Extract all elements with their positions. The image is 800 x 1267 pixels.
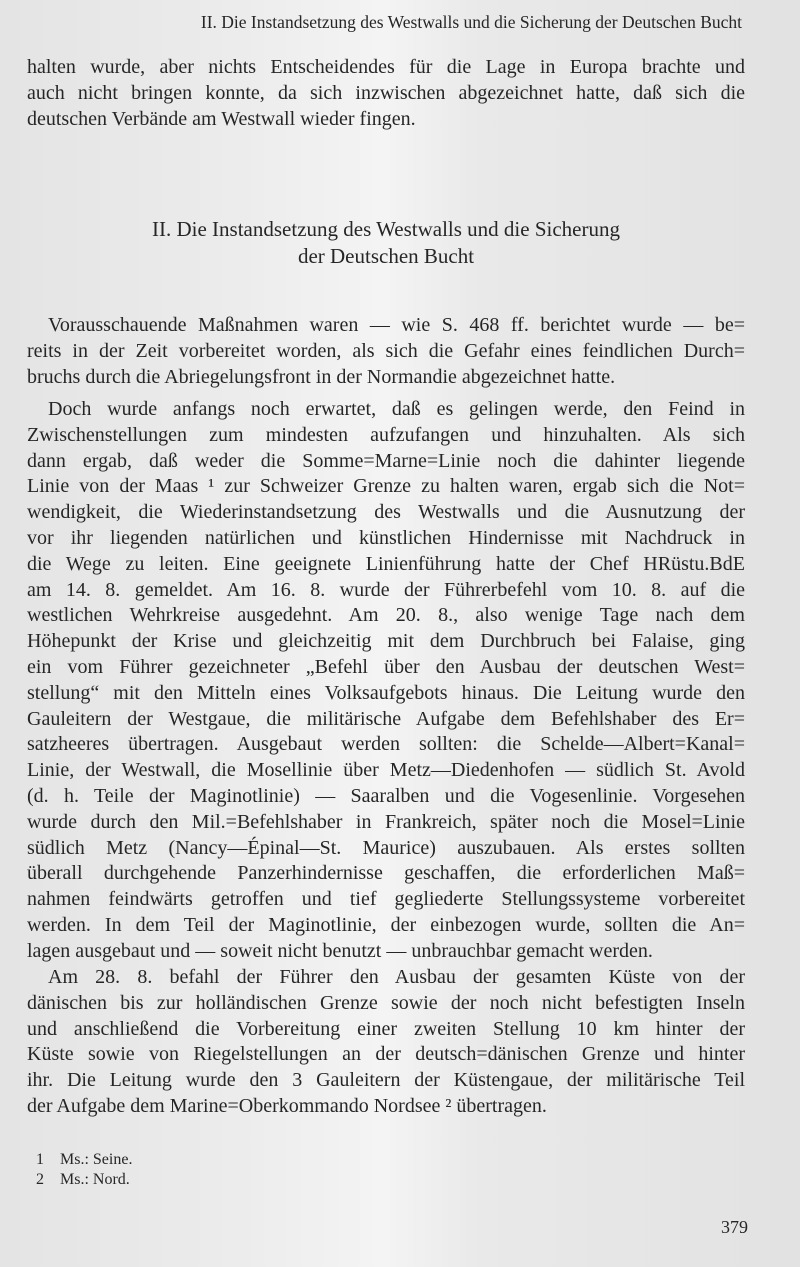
text-line: südlich Metz (Nancy—Épinal—St. Maurice) auszubauen. Als erstes sollten xyxy=(27,836,745,859)
text-line: und anschließend die Vorbereitung einer zweiten Stellung 10 km hinter der xyxy=(27,1017,745,1040)
text-line: am 14. 8. gemeldet. Am 16. 8. wurde der Führerbefehl vom 10. 8. auf die xyxy=(27,578,745,601)
footnote xyxy=(36,1170,132,1190)
text-line: Linie von der Maas ¹ zur Schweizer Grenze zu halten waren, ergab sich die Not= xyxy=(27,475,745,498)
footnote-text: Ms.: Seine. xyxy=(60,1151,133,1168)
text-line: Linie, der Westwall, die Mosellinie über Metz—Diedenhofen — südlich St. Avold xyxy=(27,759,745,782)
footnotes xyxy=(36,1150,132,1190)
text-line: (d. h. Teile der Maginotlinie) — Saaralben und die Vogesenlinie. Vorgesehen xyxy=(27,784,745,807)
text-line: stellung“ mit den Mitteln eines Volksaufgebots hinaus. Die Leitung wurde den xyxy=(27,681,745,704)
text-line: auch nicht bringen konnte, da sich inzwischen abgezeichnet hatte, daß sich die xyxy=(27,81,745,104)
text-line: überall durchgehende Panzerhindernisse geschaffen, die erforderlichen Maß= xyxy=(27,862,745,885)
text-line: Am 28. 8. befahl der Führer den Ausbau der gesamten Küste von der xyxy=(48,966,745,988)
heading-line: II. Die Instandsetzung des Westwalls und die Sicherung xyxy=(152,217,620,241)
text-line: Doch wurde anfangs noch erwartet, daß es gelingen werde, den Feind in xyxy=(48,398,745,420)
text-line: Vorausschauende Maßnahmen waren — wie S. 468 ff. berichtet wurde — be= xyxy=(48,314,745,336)
text-line: vor ihr liegenden natürlichen und künstlichen Hindernisse mit Nachdruck in xyxy=(27,526,745,549)
text-line: dann ergab, daß weder die Somme=Marne=Linie noch die dahinter liegende xyxy=(27,449,745,472)
text-line: lagen ausgebaut und — soweit nicht benutzt — unbrauchbar gemacht werden. xyxy=(27,939,653,962)
paragraph xyxy=(27,313,745,390)
footnote xyxy=(36,1150,132,1170)
text-line: dänischen bis zur holländischen Grenze sowie der noch nicht befestigten Inseln xyxy=(27,991,745,1014)
text-line: der Aufgabe dem Marine=Oberkommando Nordsee ² übertragen. xyxy=(27,1094,547,1117)
text-line: satzheeres übertragen. Ausgebaut werden sollten: die Schelde—Albert=Kanal= xyxy=(27,733,745,756)
paragraph-continued xyxy=(27,55,745,132)
text-line: Küste sowie von Riegelstellungen an der deutsch=dänischen Grenze und hinter xyxy=(27,1043,745,1066)
text-line: nahmen feindwärts getroffen und tief gegliederte Stellungssysteme vorbereitet xyxy=(27,888,745,911)
text-line: ein vom Führer gezeichneter „Befehl über den Ausbau der deutschen West= xyxy=(27,655,745,678)
text-line: Zwischenstellungen zum mindesten aufzufangen und hinzuhalten. Als sich xyxy=(27,423,745,446)
text-line: Höhepunkt der Krise und gleichzeitig mit dem Durchbruch bei Falaise, ging xyxy=(27,630,745,653)
text-line: bruchs durch die Abriegelungsfront in der Normandie abgezeichnet hatte. xyxy=(27,365,616,388)
text-line: halten wurde, aber nichts Entscheidendes für die Lage in Europa brachte und xyxy=(27,56,745,78)
text-line: ihr. Die Leitung wurde den 3 Gauleitern der Küstengaue, der militärische Teil xyxy=(27,1069,745,1092)
footnote-number: 1 xyxy=(36,1151,44,1168)
footnote-text: Ms.: Nord. xyxy=(60,1171,130,1188)
running-head: II. Die Instandsetzung des Westwalls und die Sicherung der Deutschen Bucht xyxy=(200,12,742,32)
text-line: werden. In dem Teil der Maginotlinie, der einbezogen wurde, sollten die An= xyxy=(27,913,745,936)
page-number: 379 xyxy=(721,1217,748,1237)
text-line: westlichen Wehrkreise ausgedehnt. Am 20. 8., also wenige Tage nach dem xyxy=(27,604,745,627)
paragraph xyxy=(27,397,745,965)
text-line: die Wege zu leiten. Eine geeignete Linienführung hatte der Chef HRüstu.BdE xyxy=(27,552,745,575)
text-line: Gauleitern der Westgaue, die militärische Aufgabe dem Befehlshaber des Er= xyxy=(27,707,745,730)
text-line: deutschen Verbände am Westwall wieder fingen. xyxy=(27,107,416,130)
paragraph xyxy=(27,965,745,1120)
heading-line: der Deutschen Bucht xyxy=(297,244,475,268)
text-line: reits in der Zeit vorbereitet worden, als sich die Gefahr eines feindlichen Durch= xyxy=(27,339,745,362)
text-line: wendigkeit, die Wiederinstandsetzung des Westwalls und die Ausnutzung der xyxy=(27,501,745,524)
section-heading xyxy=(27,216,745,270)
footnote-number: 2 xyxy=(36,1171,44,1188)
text-line: wurde durch den Mil.=Befehlshaber in Frankreich, später noch die Mosel=Linie xyxy=(27,810,745,833)
